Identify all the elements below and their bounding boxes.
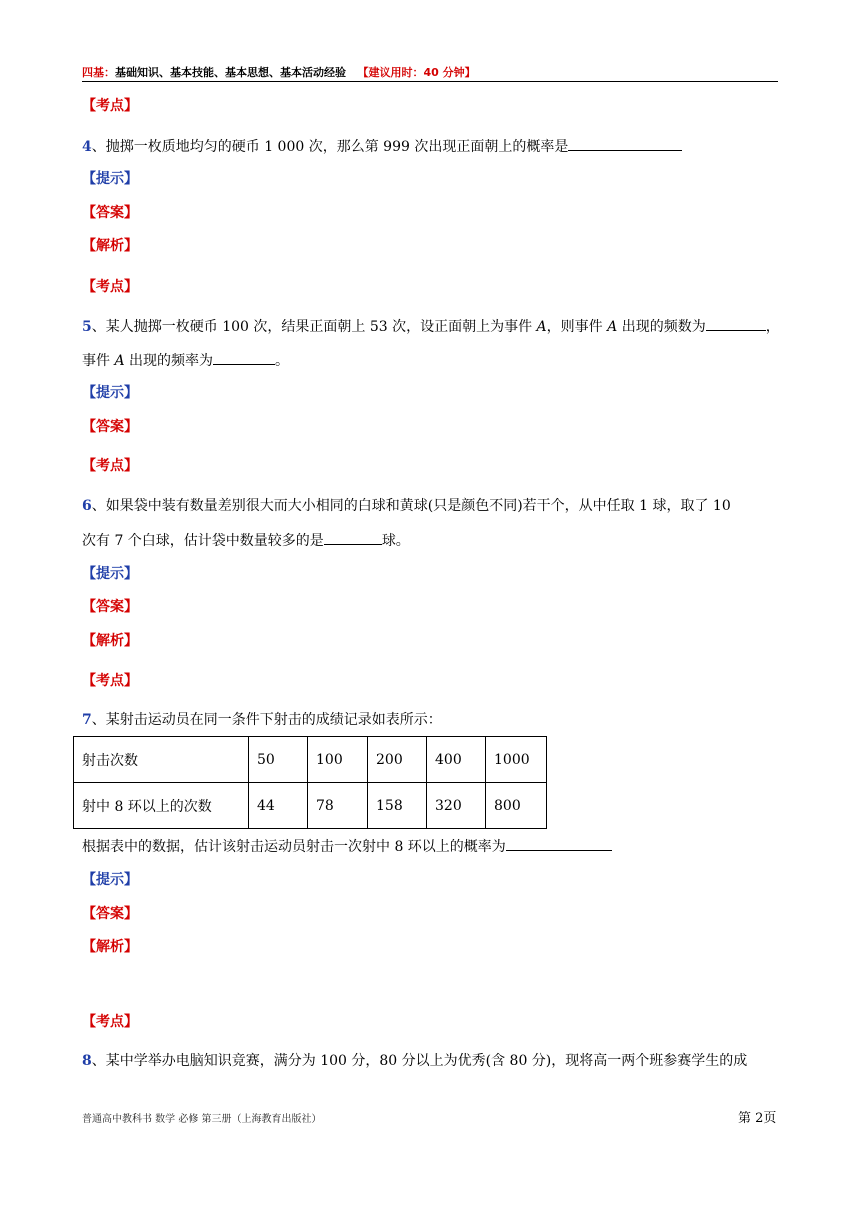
- question-number: 7: [82, 712, 92, 728]
- question-number: 4: [82, 139, 92, 155]
- question-6-line-2: 次有 7 个白球，估计袋中数量较多的是 球。: [82, 530, 410, 551]
- question-text: 抛掷一枚质地均匀的硬币 1 000 次，那么第 999 次出现正面朝上的概率是: [105, 139, 569, 155]
- page-number: 第 2页: [738, 1111, 777, 1126]
- label-daan: 【答案】: [82, 599, 138, 615]
- table-cell: 158: [368, 783, 427, 829]
- question-number: 5: [82, 319, 92, 335]
- table-cell: 800: [486, 783, 547, 829]
- header-topics: 基础知识、基本技能、基本思想、基本活动经验: [115, 66, 346, 79]
- answer-blank: [568, 136, 682, 151]
- table-cell: 50: [249, 737, 308, 783]
- table-cell: 400: [427, 737, 486, 783]
- label-kaodian: 【考点】: [82, 1014, 138, 1030]
- label-kaodian: 【考点】: [82, 279, 138, 295]
- label-tishi: 【提示】: [82, 566, 138, 582]
- label-kaodian: 【考点】: [82, 98, 138, 114]
- label-jiexi: 【解析】: [82, 939, 138, 955]
- table-row: [74, 737, 547, 783]
- answer-blank: [506, 836, 612, 851]
- question-5-line-1: 5、某人抛掷一枚硬币 100 次，结果正面朝上 53 次，设正面朝上为事件 A，则事件 A 出现的频数为 ，: [82, 316, 780, 337]
- label-kaodian: 【考点】: [82, 673, 138, 689]
- label-daan: 【答案】: [82, 906, 138, 922]
- label-tishi: 【提示】: [82, 385, 138, 401]
- question-number: 8: [82, 1053, 92, 1069]
- table-cell: 320: [427, 783, 486, 829]
- question-number: 6: [82, 498, 92, 514]
- footer-book-title: 普通高中教科书 数学 必修 第三册（上海教育出版社）: [82, 1114, 322, 1125]
- table-row-header: 射击次数: [74, 737, 249, 783]
- label-tishi: 【提示】: [82, 171, 138, 187]
- table-cell: 1000: [486, 737, 547, 783]
- answer-blank: [706, 316, 766, 331]
- label-daan: 【答案】: [82, 205, 138, 221]
- answer-blank: [324, 530, 382, 545]
- header-time-note: 【建议用时：40 分钟】: [357, 66, 476, 79]
- header-rule: [82, 81, 778, 82]
- label-jiexi: 【解析】: [82, 633, 138, 649]
- question-5-line-2: 事件 A 出现的频率为 。: [82, 350, 289, 371]
- table-row-header: 射中 8 环以上的次数: [74, 783, 249, 829]
- question-7: 7、某射击运动员在同一条件下射击的成绩记录如表所示：: [82, 712, 442, 728]
- label-jiexi: 【解析】: [82, 238, 138, 254]
- question-7-followup: 根据表中的数据，估计该射击运动员射击一次射中 8 环以上的概率为: [82, 836, 612, 857]
- answer-blank: [213, 350, 275, 365]
- table-cell: 78: [308, 783, 368, 829]
- label-daan: 【答案】: [82, 419, 138, 435]
- table-cell: 100: [308, 737, 368, 783]
- question-8: 8、某中学举办电脑知识竞赛，满分为 100 分，80 分以上为优秀(含 80 分)，现将高一两个班参赛学生的成: [82, 1053, 748, 1069]
- question-4: 4、抛掷一枚质地均匀的硬币 1 000 次，那么第 999 次出现正面朝上的概率是: [82, 136, 682, 157]
- question-6-line-1: 6、如果袋中装有数量差别很大而大小相同的白球和黄球(只是颜色不同)若干个，从中任取 1 球，取了 10: [82, 498, 731, 514]
- score-table: [73, 736, 547, 829]
- table-cell: 200: [368, 737, 427, 783]
- table-row: [74, 783, 547, 829]
- label-kaodian: 【考点】: [82, 458, 138, 474]
- label-tishi: 【提示】: [82, 872, 138, 888]
- table-cell: 44: [249, 783, 308, 829]
- header-prefix: 四基：: [82, 66, 115, 79]
- page-header: [82, 64, 778, 81]
